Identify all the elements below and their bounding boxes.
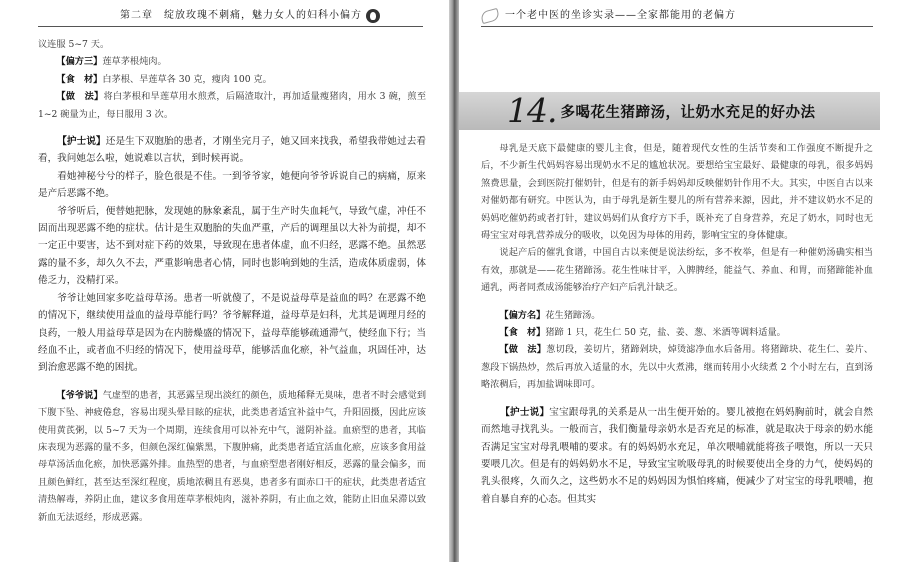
recipe-title-label: 【偏方名】: [499, 309, 546, 321]
nurse-paragraph-2: 看她神秘兮兮的样子，脸色很是不佳。一到爷爷家，她便向爷爷诉说自己的病痛，原来是产后恶露不绝。: [38, 170, 426, 200]
recipe-3-ingredients-line: [38, 71, 426, 88]
recipe-title: 花生猪蹄汤。: [545, 309, 601, 321]
left-running-header: [120, 6, 380, 23]
book-gutter: [449, 0, 459, 562]
nurse-paragraph-1: [38, 133, 426, 168]
recipe-ingredients-label: 【食 材】: [499, 327, 546, 339]
right-nurse-says-block: [481, 404, 873, 508]
right-header-divider: [481, 26, 873, 27]
recipe-ingredients: 猪蹄 1 只，花生仁 50 克，盐、姜、葱、米酒等调料适量。: [545, 327, 786, 339]
right-header-text: 一个老中医的坐诊实录——全家都能用的老偏方: [505, 10, 736, 21]
intro-block: [481, 140, 873, 297]
recipe-method-label: 【做 法】: [499, 344, 547, 356]
section-number: 14.: [507, 91, 557, 130]
right-nurse-text: 宝宝跟母乳的关系是从一出生便开始的。婴儿被抱在妈妈胸前时，就会自然而然地寻找乳头。一般而言，我们衡量母亲奶水是否充足的标准，就是取决于母亲的奶水能否满足宝宝对母乳喂哺的要求。有的妈妈奶水充足，单次喂哺就能将孩子喂饱，所以一天只要喂几次。但是有的妈妈奶水不足，导致宝宝吮吸母乳的时候要使出全身的力气，使妈妈的乳头很疼，久而久之，这些奶水不足的妈妈因为惧怕疼痛，便减少了对宝宝的母乳喂哺，抱着自暴自弃的心态。但其实: [481, 406, 874, 505]
right-page: [459, 0, 900, 562]
right-nurse-paragraph: [481, 404, 873, 508]
recipe-3-title-line: [38, 53, 426, 70]
continued-text: 议连服 5~7 天。: [38, 39, 110, 50]
section-title: 多喝花生猪蹄汤，让奶水充足的好办法: [560, 104, 816, 121]
recipe-3-block: [38, 53, 426, 123]
right-running-header: [481, 6, 736, 22]
recipe-ingredients-line: [481, 324, 873, 341]
grandpa-label: 【爷爷说】: [56, 389, 103, 401]
recipe-3-method-label: 【做 法】: [56, 91, 104, 103]
grandpa-paragraph: [38, 387, 426, 526]
recipe-3-title: 莲草茅根炖肉。: [102, 56, 167, 68]
grandpa-says-block: [38, 387, 426, 526]
left-header-divider: [38, 26, 423, 27]
left-page: [0, 0, 449, 562]
recipe-method-line: [481, 341, 873, 393]
recipe-3-ingredients-label: 【食 材】: [56, 73, 103, 85]
left-page-body: [38, 36, 426, 536]
right-nurse-label: 【护士说】: [500, 406, 550, 418]
recipe-method: 葱切段，姜切片，猪蹄剁块，焯烫滤净血水后备用。将猪蹄块、花生仁、姜片、葱段下锅热炒，然后再放入适量的水，先以中火煮沸，继而转用小火续煮 2 个小时左右，直到汤略浓稠后，再加盐调味即可。: [481, 344, 874, 391]
chapter-logo-icon: [366, 9, 380, 23]
recipe-3-title-label: 【偏方三】: [56, 56, 103, 68]
intro-paragraph-2: 说起产后的催乳食谱，中国自古以来便是说法纷纭，多不枚举，但是有一种催奶汤确实相当有效，那就是——花生猪蹄汤。花生性味甘平，入脾脾经，能益气、养血、和胃，而猪蹄能补血通乳，两者同煮成汤能够治疗产妇产后乳汁缺乏。: [481, 247, 873, 294]
flower-ornament-icon: [480, 7, 500, 23]
recipe-3-method-line: [38, 88, 426, 123]
nurse-paragraph-3: 爷爷听后，便替她把脉，发现她的脉象紊乱，属于生产时失血耗气，导致气虚，冲任不固而出现恶露不绝的症状。估计是生双胞胎的失血严重，产后的调理虽以大补为前提，却不一定正中要害，达不到对症下药的效果，导致现在患者体虚，血不归经，恶露不绝。虽然恶露的量不多，却久久不去，严重影响患者心情，同时也影响到她的生活，造成体质虚弱，体倦乏力，没精打采。: [38, 205, 426, 287]
nurse-paragraph-4: 爷爷让她回家多吃益母草汤。患者一听就傻了，不是说益母草是益血的吗？在恶露不绝的情况下，继续使用益血的益母草能行吗？爷爷解释道，益母草是妇科，尤其是调理月经的良药，一般人用益母草是因为在内膀燥盛的情况下，益母草能够疏通滞气，使经血下行；当经血不止，或者血不归经的情况下，使用益母草，能够活血化瘀，补气益血，巩固任冲，达到治愈恶露不绝的困扰。: [38, 292, 426, 374]
recipe-block: [481, 307, 873, 394]
left-header-text: 第二章 绽放玫瑰不刺痛，魅力女人的妇科小偏方: [120, 10, 362, 21]
nurse-says-block: [38, 133, 426, 377]
recipe-3-ingredients: 白茅根、旱莲草各 30 克，瘦肉 100 克。: [102, 73, 272, 85]
grandpa-text: 气虚型的患者，其恶露呈现出淡红的颜色，质地稀释无臭味，患者不时会感觉到下腹下坠、神疲倦怠，容易出现头晕目眩的症状，此类患者适宜补益中气，升阳固摄，因此应该使用黄芪粥，以 5~7 天为一个周期，连续食用可以补充中气，滋阴补益。血瘀型的患者，其临床表现为恶露的量不多，但颜色深红偏紫黑，下腹肿痛，此类患者适宜活血化瘀，应该多食用益母草汤活血化瘀，加快恶露外排。血热型的患者，与血瘀型患者刚好相反，恶露的量会偏多，而且颜色鲜红，甚至达至深红程度，质地浓稠且有恶臭，患者多有面赤口干的症状，此类患者适宜清热解毒，养阴止血，建议多食用莲草茅根炖肉，滋补养阴，有止血之效，能防止旧血呆滞以致新血无法返经，形成恶露。: [38, 389, 427, 523]
nurse-label: 【护士说】: [57, 136, 106, 148]
section-banner: [459, 92, 880, 130]
recipe-3-method: 将白茅根和旱莲草用水煎煮，后隔渣取汁，再加适量瘦猪肉，用水 3 碗，煎至 1~2 碗量为止，每日服用 3 次。: [38, 91, 427, 120]
intro-paragraph-1: 母乳是天底下最健康的婴儿主食，但是，随着现代女性的生活节奏和工作强度不断提升之后，不少新生代妈妈容易出现奶水不足的尴尬状况。要想给宝宝最好、最健康的母乳，很多妈妈煞费思量，会到医院打催奶针，但是有的新手妈妈却反映催奶针作用不大。其实，中医自古以来对催奶都有研究。中医认为，由于母乳是新生婴儿的所有营养来源，因此，并不建议奶水不足的妈妈吃催奶药或者打针，建议妈妈们从食疗方下手，既补充了自身营养，充足了奶水，同时也无碍宝宝对母乳营养成分的吸收，以免因为母体的用药，影响宝宝的身体健康。: [481, 143, 873, 242]
right-page-body: [481, 140, 873, 518]
nurse-paragraph-1-text: 还是生下双胞胎的患者，才刚坐完月子，她又回来找我，希望我带她过去看看，我问她怎么啦，她说难以言状，到时候再说。: [38, 136, 427, 165]
recipe-title-line: [481, 307, 873, 324]
